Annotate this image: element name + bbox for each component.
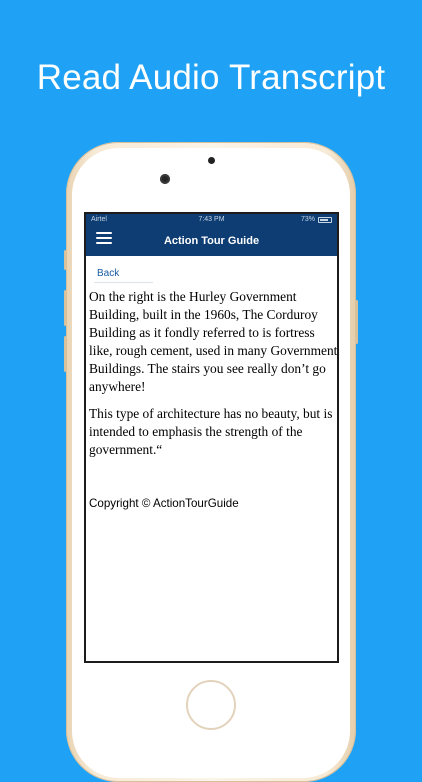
- phone-silent-switch: [64, 250, 67, 270]
- back-button[interactable]: Back: [94, 266, 153, 283]
- transcript-paragraph-1: On the right is the Hurley Government Building, built in the 1960s, The Corduroy Building as it fondly referred to is fortress like, rough cement, used in many Government Buildings. The stairs you see really don’t go anywhere!: [89, 289, 338, 394]
- nav-title: Action Tour Guide: [163, 235, 260, 247]
- transcript-text: [89, 288, 339, 468]
- front-camera: [160, 174, 170, 184]
- status-time: 7:43 PM: [198, 216, 225, 223]
- phone-speaker: [208, 157, 215, 164]
- phone-screen: [84, 212, 339, 663]
- promo-headline: Read Audio Transcript: [36, 58, 386, 97]
- copyright-text: Copyright © ActionTourGuide: [89, 497, 239, 510]
- home-button[interactable]: [186, 680, 236, 730]
- phone-power-button: [355, 300, 358, 344]
- phone-volume-up: [64, 290, 67, 326]
- nav-bar: [86, 226, 337, 256]
- phone-volume-down: [64, 336, 67, 372]
- carrier-label: Airtel: [91, 216, 107, 223]
- battery-status: [301, 214, 332, 226]
- battery-percent: 73%: [300, 216, 315, 223]
- status-bar: [86, 214, 337, 226]
- transcript-paragraph-2: This type of architecture has no beauty, but is intended to emphasis the strength of the government.“: [89, 406, 333, 457]
- battery-icon: [318, 217, 332, 223]
